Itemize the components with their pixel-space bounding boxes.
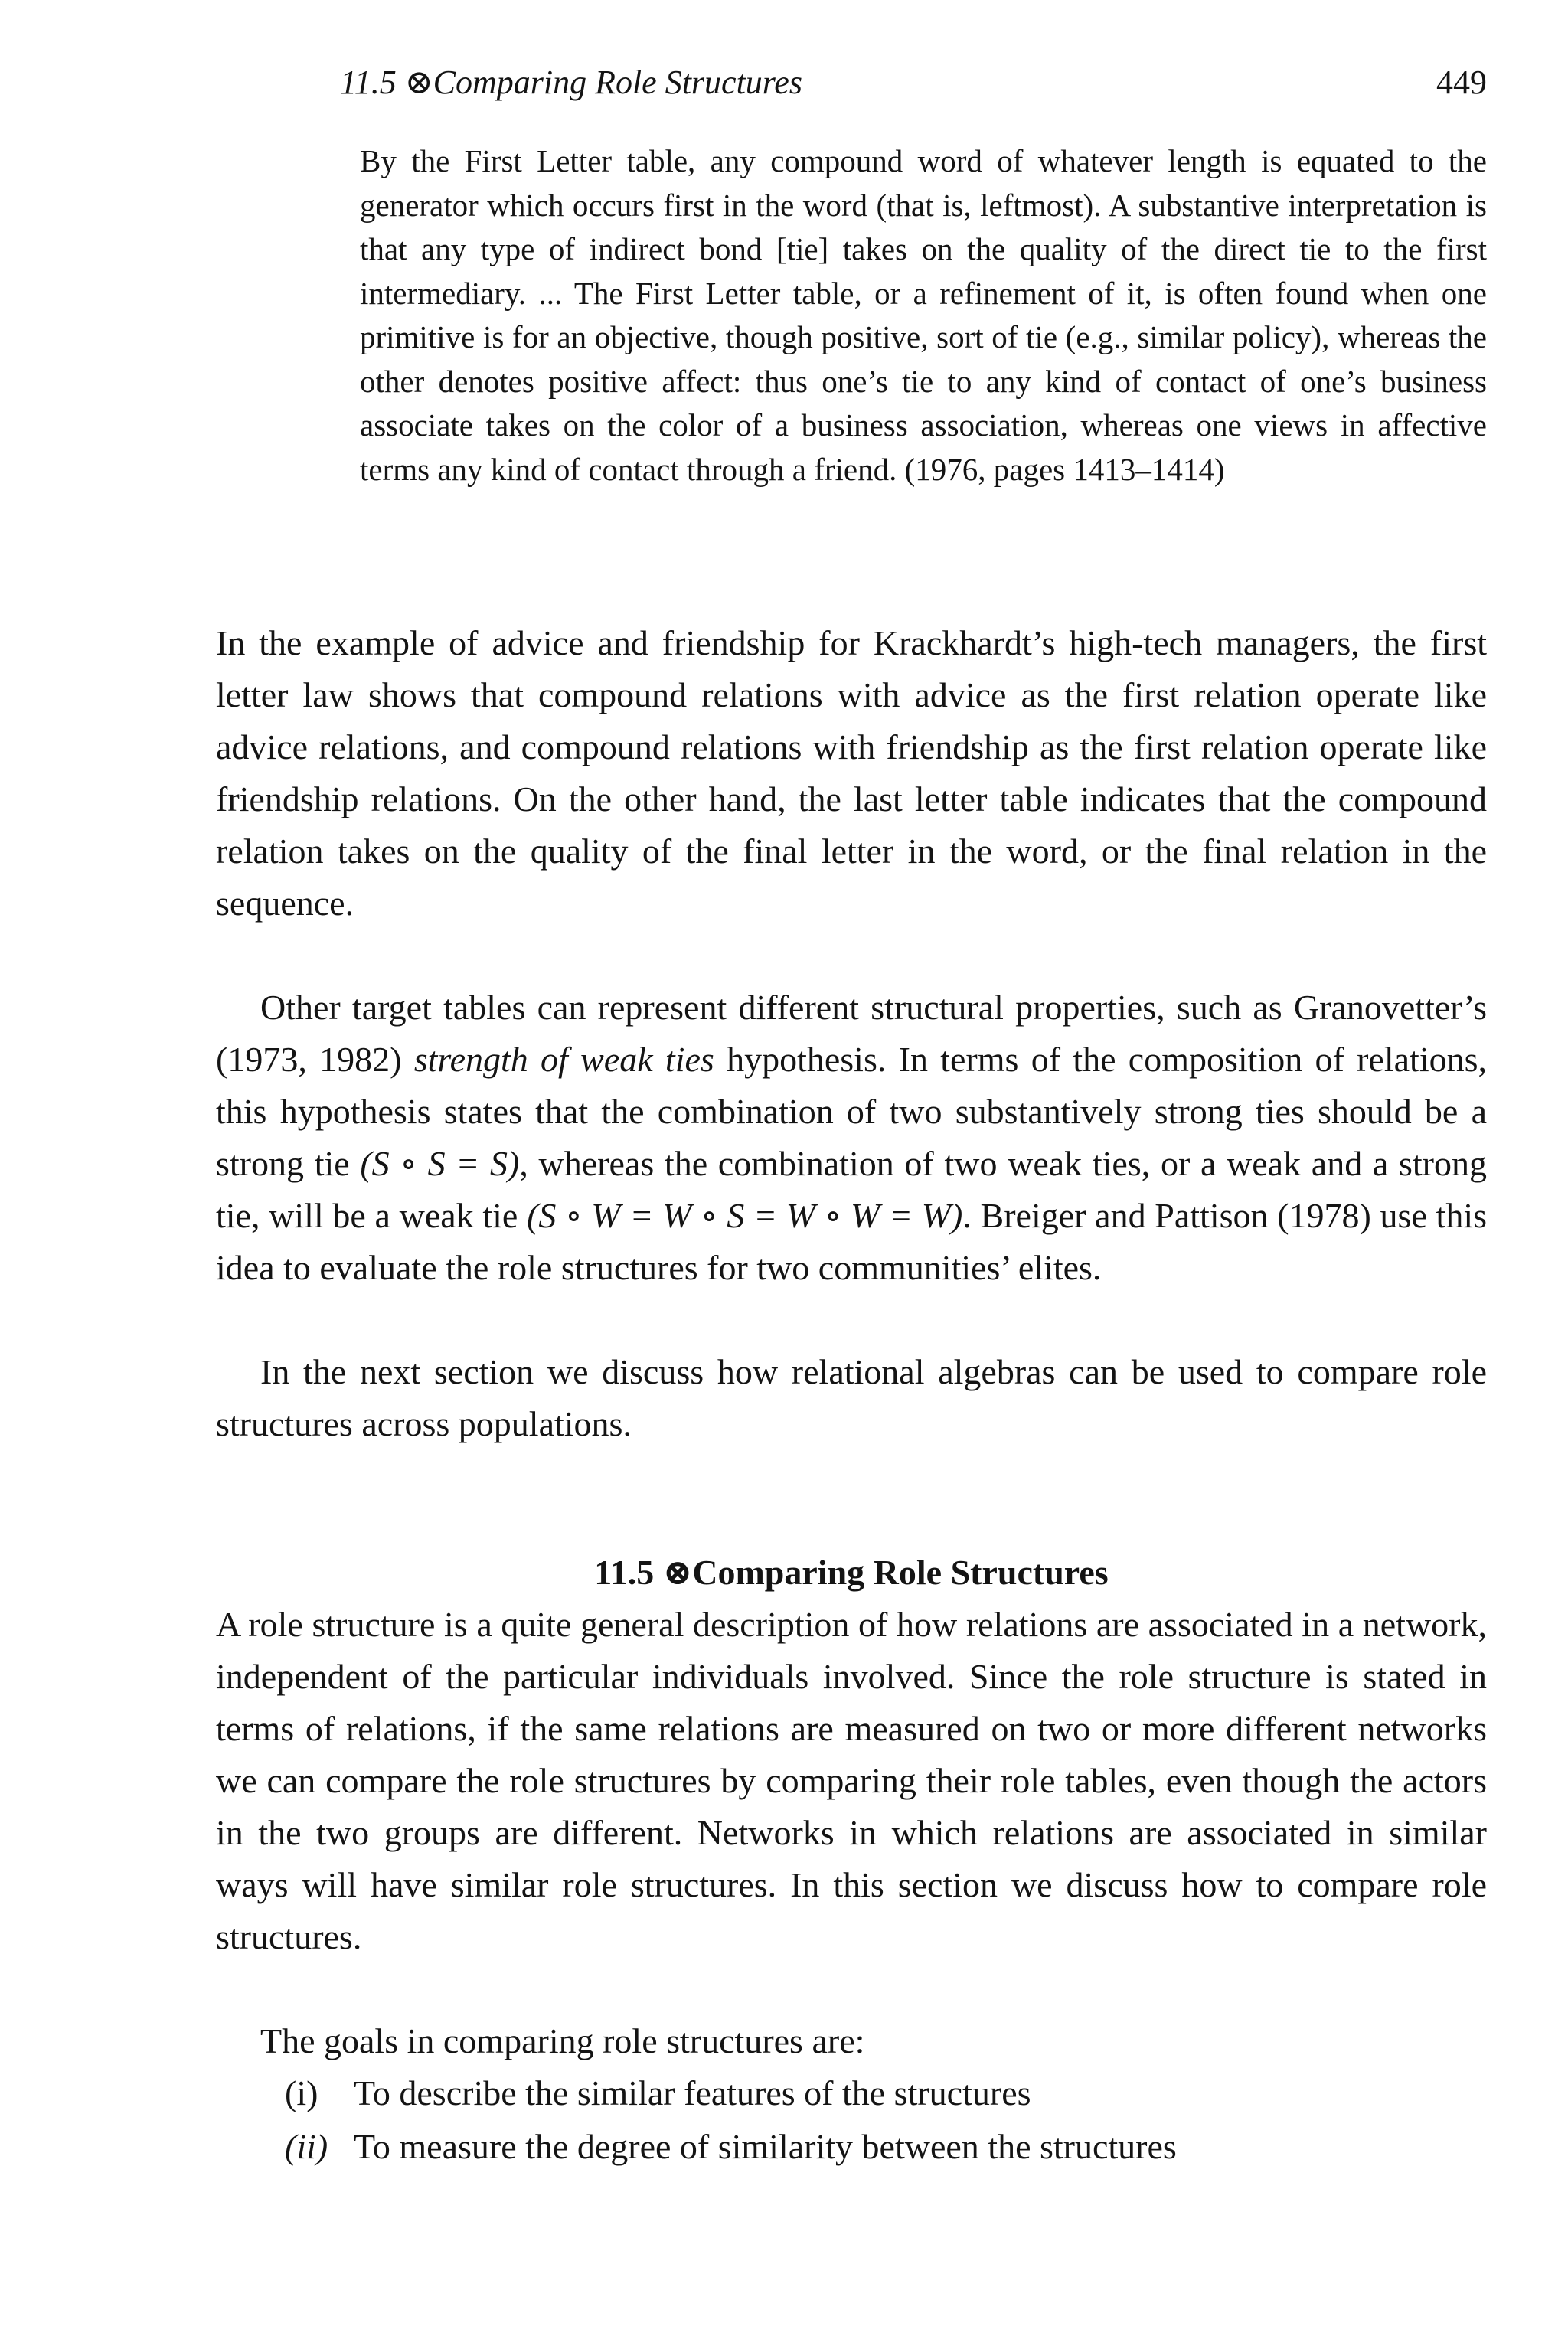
text-segment: , whereas the combination of two weak ties, or a weak and a strong tie, will be a weak tie	[216, 1144, 1487, 1235]
goal-number: (ii)	[285, 2127, 328, 2166]
paragraph-text: In the example of advice and friendship for Krackhardt’s high-tech managers, the first letter law shows that compound relations with advice as the first relation operate like advice relations, and compound relations with friendship as the first relation operate like friendship relations. On the other hand, the last letter table indicates that the compound relation takes on the quality of the final letter in the word, or the final relation in the sequence.	[216, 623, 1487, 923]
text-segment: Other target tables can represent different structural properties, such as Granovetter’s (1973, 1982)	[216, 988, 1487, 1079]
block-quote	[360, 139, 1487, 492]
goal-item	[285, 2121, 1487, 2173]
paragraph-text: A role structure is a quite general description of how relations are associated in a network, independent of the particular individuals involved. Since the role structure is stated in terms of relations, if the same relations are measured on two or more different networks we can compare the role structures by comparing their role tables, even though the actors in the two groups are different. Networks in which relations are associated in similar ways will have similar role structures. In this section we discuss how to compare role structures.	[216, 1605, 1487, 1956]
goal-text: To measure the degree of similarity between the structures	[354, 2127, 1177, 2166]
paragraph-first-letter-example	[216, 617, 1487, 929]
quote-text: By the First Letter table, any compound word of whatever length is equated to the generator which occurs first in the word (that is, leftmost). A substantive interpretation is that any type of indirect bond [tie] takes on the quality of the direct tie to the first intermediary. ... The First Letter table, or a refinement of it, is often found when one primitive is for an objective, though positive, sort of tie (e.g., similar policy), whereas the other denotes positive affect: thus one’s tie to any kind of contact of one’s business associate takes on the color of a business association, whereas one views in affective terms any kind of contact through a friend.	[360, 143, 1487, 487]
paragraph-text: In the next section we discuss how relational algebras can be used to compare role structures across populations.	[216, 1352, 1487, 1443]
goals-list	[285, 2067, 1487, 2174]
italic-term: strength of weak ties	[413, 1040, 714, 1079]
paragraph-role-structure	[216, 1599, 1487, 1963]
equation-weak-ties: (S ∘ W = W ∘ S = W ∘ W = W)	[527, 1196, 963, 1235]
running-title: 11.5 ⊗Comparing Role Structures	[340, 64, 802, 101]
paragraph-weak-ties	[216, 982, 1487, 1294]
text-segment: . Breiger and Pattison (1978) use this idea to evaluate the role structures for two communities’ elites.	[216, 1196, 1488, 1287]
equation-strong-ties: (S ∘ S = S)	[360, 1144, 520, 1183]
goal-number: (i)	[285, 2073, 318, 2112]
paragraph-text: The goals in comparing role structures are:	[260, 2021, 865, 2060]
goal-text: To describe the similar features of the structures	[354, 2073, 1031, 2112]
text-segment: hypothesis. In terms of the composition of relations, this hypothesis states that the combination of two substantively strong ties should be a strong tie	[216, 1040, 1488, 1183]
running-head	[216, 63, 1487, 109]
paragraph-next-section	[216, 1346, 1487, 1450]
goal-item	[285, 2067, 1487, 2119]
section-heading: 11.5 ⊗Comparing Role Structures	[594, 1553, 1109, 1592]
page-number: 449	[1436, 64, 1487, 101]
quote-source: (1976, pages 1413–1414)	[904, 451, 1225, 487]
paragraph-text	[216, 982, 1487, 1294]
paragraph-goals-intro	[216, 2015, 1487, 2067]
